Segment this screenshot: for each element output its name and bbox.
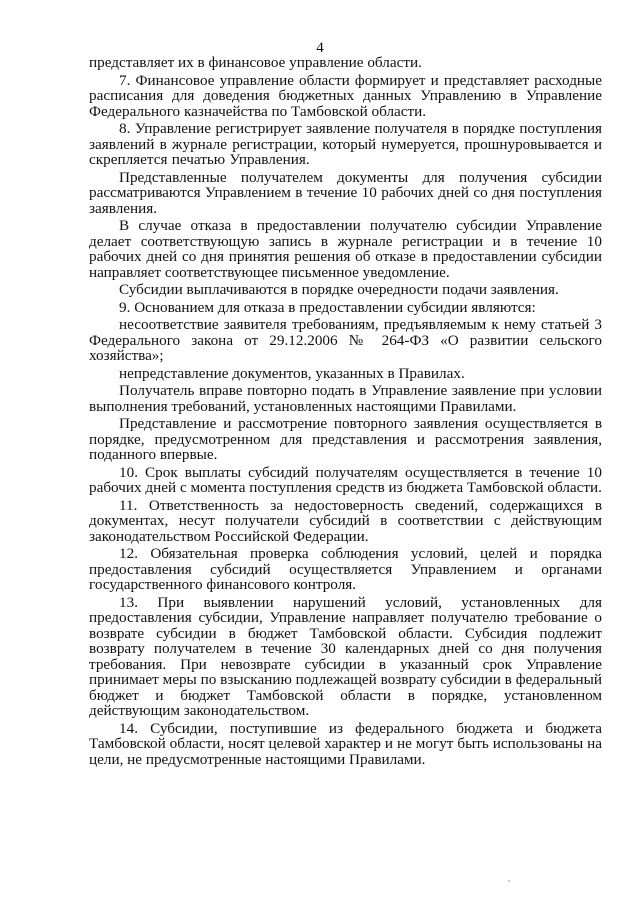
paragraph-refusal-ground-1: несоответствие заявителя требованиям, предъявляемым к нему статьей 3 Федерального закона от 29.12.2006 № 264-ФЗ «О развитии сельского хозяйства»; (89, 316, 602, 364)
paragraph-review-term: Представленные получателем документы для получения субсидии рассматриваются Управлением в течение 10 рабочих дней со дня поступления заявления. (89, 168, 602, 217)
paragraph-item-9: 9. Основанием для отказа в предоставлении субсидии являются: (119, 298, 536, 316)
paragraph-item-12: 12. Обязательная проверка соблюдения условий, целей и порядка предоставления субсидий осуществляется Управлением и органами государственного финансового контроля. (89, 545, 602, 593)
paragraph-item-8: 8. Управление регистрирует заявление получателя в порядке поступления заявлений в журнале регистрации, который нумеруется, прошнуровывается и скрепляется печатью Управления. (89, 120, 602, 168)
paragraph-payment-order: Субсидии выплачиваются в порядке очередности подачи заявления. (119, 281, 559, 298)
scan-speck (508, 880, 510, 882)
paragraph-resubmission: Получатель вправе повторно подать в Управление заявление при условии выполнения требований, установленных настоящими Правилами. (89, 382, 602, 415)
paragraph-refusal-ground-2: непредставление документов, указанных в Правилах. (119, 364, 465, 382)
document-body (89, 55, 602, 769)
paragraph-item-7: 7. Финансовое управление области формирует и представляет расходные расписания для доведения бюджетных данных Управлению в Управление Федерального казначейства по Тамбовской области. (89, 71, 602, 120)
paragraph-continuation: представляет их в финансовое управление области. (89, 54, 422, 71)
paragraph-item-10: 10. Срок выплаты субсидий получателям осуществляется в течение 10 рабочих дней с момента поступления средств из бюджета Тамбовской области. (89, 463, 602, 496)
paragraph-resubmission-review: Представление и рассмотрение повторного заявления осуществляется в порядке, предусмотренном для представления и рассмотрения заявления, поданного впервые. (89, 415, 602, 463)
paragraph-item-11: 11. Ответственность за недостоверность сведений, содержащихся в документах, несут получатели субсидий в соответствии с действующим законодательством Российской Федерации. (89, 496, 602, 545)
paragraph-refusal-notice: В случае отказа в предоставлении получателю субсидии Управление делает соответствующую запись в журнале регистрации и в течение 10 рабочих дней со дня принятия решения об отказе в предоставлении субсидии направляет соответствующее письменное уведомление. (89, 217, 602, 281)
paragraph-item-14: 14. Субсидии, поступившие из федерального бюджета и бюджета Тамбовской области, носят целевой характер и не могут быть использованы на цели, не предусмотренные настоящими Правилами. (89, 719, 602, 768)
paragraph-item-13: 13. При выявлении нарушений условий, установленных для предоставления субсидии, Управление направляет получателю требование о возврате субсидии в бюджет Тамбовской области. Субсидия подлежит возврату получателем в течение 30 календарных дней со дня получения требования. При невозврате субсидии в указанный срок Управление принимает меры по взысканию подлежащей возврату субсидии в федеральный бюджет и бюджет Тамбовской области в порядке, установленном действующим законодательством. (89, 593, 602, 719)
page-number: 4 (316, 40, 324, 56)
